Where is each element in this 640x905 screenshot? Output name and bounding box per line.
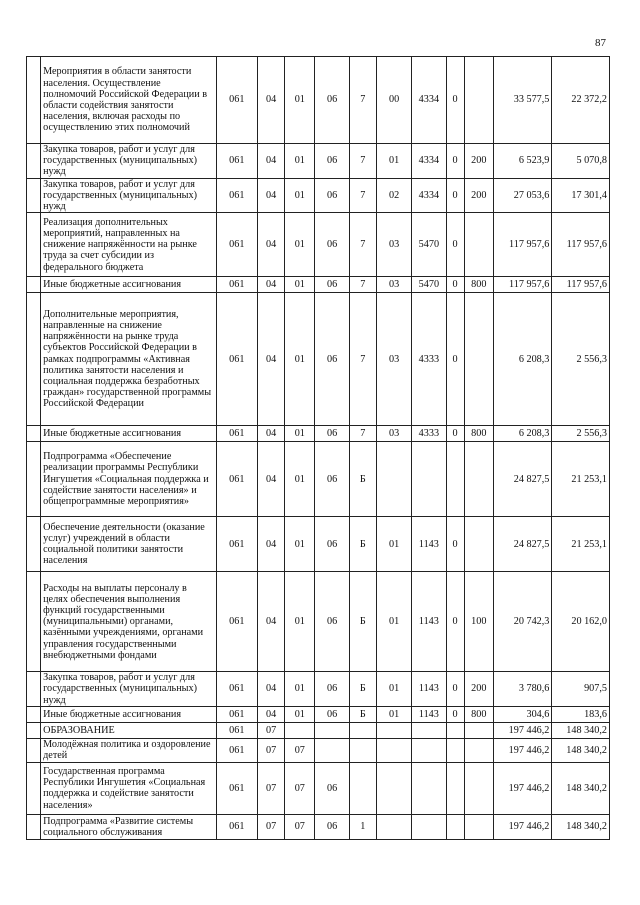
program-cell: 06 xyxy=(315,293,349,426)
event-code-cell: 03 xyxy=(376,293,411,426)
direction-sub-cell: 0 xyxy=(446,277,464,293)
admin-code-cell: 061 xyxy=(216,706,257,722)
item-name-cell: Молодёжная политика и оздоровление детей xyxy=(41,738,217,762)
event-code-cell xyxy=(376,442,411,517)
table-row xyxy=(27,722,610,738)
direction-sub-cell xyxy=(446,762,464,814)
direction-sub-cell: 0 xyxy=(446,144,464,179)
section-cell: 04 xyxy=(257,572,284,672)
row-gutter xyxy=(27,442,41,517)
subsection-cell: 01 xyxy=(285,144,315,179)
item-name-cell: ОБРАЗОВАНИЕ xyxy=(41,722,217,738)
expense-type-cell: 200 xyxy=(464,144,493,179)
direction-sub-cell: 0 xyxy=(446,572,464,672)
amount-2-cell: 148 340,2 xyxy=(552,722,610,738)
direction-sub-cell: 0 xyxy=(446,672,464,707)
expense-type-cell: 800 xyxy=(464,706,493,722)
direction-code-cell: 4333 xyxy=(412,293,446,426)
subsection-cell: 07 xyxy=(285,738,315,762)
event-code-cell: 01 xyxy=(376,706,411,722)
direction-code-cell: 5470 xyxy=(412,213,446,277)
expense-type-cell xyxy=(464,293,493,426)
table-row xyxy=(27,706,610,722)
amount-2-cell: 5 070,8 xyxy=(552,144,610,179)
admin-code-cell: 061 xyxy=(216,442,257,517)
row-gutter xyxy=(27,293,41,426)
event-code-cell xyxy=(376,762,411,814)
amount-2-cell: 2 556,3 xyxy=(552,426,610,442)
row-gutter xyxy=(27,738,41,762)
row-gutter xyxy=(27,762,41,814)
row-gutter xyxy=(27,672,41,707)
section-cell: 04 xyxy=(257,293,284,426)
subprogram-cell: Б xyxy=(349,572,376,672)
amount-1-cell: 117 957,6 xyxy=(493,213,552,277)
expense-type-cell xyxy=(464,213,493,277)
expense-type-cell xyxy=(464,57,493,144)
amount-1-cell: 27 053,6 xyxy=(493,178,552,213)
item-name-cell: Государственная программа Республики Ингушетия «Социальная поддержка и содействие занятости населения» xyxy=(41,762,217,814)
direction-code-cell: 1143 xyxy=(412,572,446,672)
direction-code-cell xyxy=(412,762,446,814)
subsection-cell: 01 xyxy=(285,213,315,277)
amount-1-cell: 6 523,9 xyxy=(493,144,552,179)
direction-code-cell: 4334 xyxy=(412,178,446,213)
direction-sub-cell xyxy=(446,738,464,762)
direction-code-cell: 5470 xyxy=(412,277,446,293)
admin-code-cell: 061 xyxy=(216,814,257,839)
row-gutter xyxy=(27,178,41,213)
section-cell: 07 xyxy=(257,738,284,762)
section-cell: 07 xyxy=(257,762,284,814)
direction-code-cell: 1143 xyxy=(412,672,446,707)
subprogram-cell: Б xyxy=(349,706,376,722)
table-row xyxy=(27,57,610,144)
subprogram-cell: 7 xyxy=(349,213,376,277)
amount-1-cell: 197 446,2 xyxy=(493,738,552,762)
admin-code-cell: 061 xyxy=(216,57,257,144)
subsection-cell: 01 xyxy=(285,572,315,672)
table-row xyxy=(27,672,610,707)
row-gutter xyxy=(27,722,41,738)
subprogram-cell xyxy=(349,762,376,814)
item-name-cell: Иные бюджетные ассигнования xyxy=(41,426,217,442)
subprogram-cell: Б xyxy=(349,672,376,707)
direction-sub-cell: 0 xyxy=(446,517,464,572)
event-code-cell: 03 xyxy=(376,426,411,442)
item-name-cell: Мероприятия в области занятости населения. Осуществление полномочий Российской Федерации в области содействия занятости населения, включая расходы по осуществлению этих полномочий xyxy=(41,57,217,144)
subprogram-cell: 1 xyxy=(349,814,376,839)
amount-1-cell: 197 446,2 xyxy=(493,814,552,839)
program-cell: 06 xyxy=(315,57,349,144)
subprogram-cell: 7 xyxy=(349,178,376,213)
item-name-cell: Закупка товаров, работ и услуг для государственных (муниципальных) нужд xyxy=(41,178,217,213)
item-name-cell: Подпрограмма «Развитие системы социального обслуживания xyxy=(41,814,217,839)
event-code-cell: 01 xyxy=(376,517,411,572)
amount-2-cell: 148 340,2 xyxy=(552,738,610,762)
subprogram-cell: 7 xyxy=(349,277,376,293)
amount-1-cell: 304,6 xyxy=(493,706,552,722)
direction-sub-cell: 0 xyxy=(446,426,464,442)
item-name-cell: Закупка товаров, работ и услуг для государственных (муниципальных) нужд xyxy=(41,144,217,179)
subsection-cell: 01 xyxy=(285,178,315,213)
table-row xyxy=(27,442,610,517)
event-code-cell: 03 xyxy=(376,213,411,277)
subprogram-cell: 7 xyxy=(349,293,376,426)
event-code-cell xyxy=(376,738,411,762)
admin-code-cell: 061 xyxy=(216,213,257,277)
table-row xyxy=(27,178,610,213)
subsection-cell: 01 xyxy=(285,706,315,722)
section-cell: 04 xyxy=(257,706,284,722)
budget-table xyxy=(26,56,610,840)
section-cell: 04 xyxy=(257,517,284,572)
table-body xyxy=(27,57,610,840)
subsection-cell xyxy=(285,722,315,738)
direction-code-cell: 4334 xyxy=(412,57,446,144)
program-cell xyxy=(315,722,349,738)
amount-1-cell: 117 957,6 xyxy=(493,277,552,293)
direction-code-cell: 1143 xyxy=(412,706,446,722)
row-gutter xyxy=(27,277,41,293)
program-cell: 06 xyxy=(315,442,349,517)
item-name-cell: Закупка товаров, работ и услуг для государственных (муниципальных) нужд xyxy=(41,672,217,707)
section-cell: 07 xyxy=(257,722,284,738)
event-code-cell xyxy=(376,722,411,738)
table-row xyxy=(27,277,610,293)
expense-type-cell: 800 xyxy=(464,277,493,293)
item-name-cell: Обеспечение деятельности (оказание услуг) учреждений в области социальной политики занятости населения xyxy=(41,517,217,572)
event-code-cell: 01 xyxy=(376,672,411,707)
admin-code-cell: 061 xyxy=(216,572,257,672)
direction-code-cell xyxy=(412,814,446,839)
expense-type-cell xyxy=(464,442,493,517)
direction-code-cell: 1143 xyxy=(412,517,446,572)
amount-2-cell: 20 162,0 xyxy=(552,572,610,672)
subsection-cell: 01 xyxy=(285,517,315,572)
table-row xyxy=(27,213,610,277)
direction-code-cell xyxy=(412,442,446,517)
table-row xyxy=(27,144,610,179)
direction-code-cell xyxy=(412,738,446,762)
direction-code-cell: 4333 xyxy=(412,426,446,442)
section-cell: 04 xyxy=(257,672,284,707)
table-row xyxy=(27,738,610,762)
amount-1-cell: 24 827,5 xyxy=(493,517,552,572)
admin-code-cell: 061 xyxy=(216,144,257,179)
program-cell: 06 xyxy=(315,178,349,213)
amount-2-cell: 148 340,2 xyxy=(552,814,610,839)
subsection-cell: 01 xyxy=(285,293,315,426)
amount-1-cell: 197 446,2 xyxy=(493,722,552,738)
section-cell: 07 xyxy=(257,814,284,839)
subprogram-cell: Б xyxy=(349,517,376,572)
expense-type-cell: 200 xyxy=(464,178,493,213)
program-cell: 06 xyxy=(315,762,349,814)
admin-code-cell: 061 xyxy=(216,517,257,572)
table-row xyxy=(27,762,610,814)
direction-code-cell: 4334 xyxy=(412,144,446,179)
item-name-cell: Расходы на выплаты персоналу в целях обеспечения выполнения функций государственными (муниципальными) органами, казёнными учреждениями, органами управления государственными внебюджетными фондами xyxy=(41,572,217,672)
table-row xyxy=(27,293,610,426)
event-code-cell: 01 xyxy=(376,572,411,672)
row-gutter xyxy=(27,144,41,179)
amount-1-cell: 6 208,3 xyxy=(493,293,552,426)
direction-sub-cell: 0 xyxy=(446,293,464,426)
program-cell xyxy=(315,738,349,762)
program-cell: 06 xyxy=(315,572,349,672)
row-gutter xyxy=(27,572,41,672)
subprogram-cell: 7 xyxy=(349,144,376,179)
item-name-cell: Иные бюджетные ассигнования xyxy=(41,706,217,722)
item-name-cell: Реализация дополнительных мероприятий, направленных на снижение напряжённости на рынке труда за счет субсидии из федерального бюджета xyxy=(41,213,217,277)
amount-2-cell: 17 301,4 xyxy=(552,178,610,213)
program-cell: 06 xyxy=(315,426,349,442)
admin-code-cell: 061 xyxy=(216,178,257,213)
row-gutter xyxy=(27,814,41,839)
event-code-cell: 03 xyxy=(376,277,411,293)
program-cell: 06 xyxy=(315,213,349,277)
amount-2-cell: 148 340,2 xyxy=(552,762,610,814)
expense-type-cell xyxy=(464,722,493,738)
amount-1-cell: 6 208,3 xyxy=(493,426,552,442)
page-number: 87 xyxy=(595,37,606,49)
subprogram-cell: 7 xyxy=(349,57,376,144)
amount-2-cell: 907,5 xyxy=(552,672,610,707)
admin-code-cell: 061 xyxy=(216,722,257,738)
amount-2-cell: 117 957,6 xyxy=(552,277,610,293)
event-code-cell: 02 xyxy=(376,178,411,213)
program-cell: 06 xyxy=(315,706,349,722)
subsection-cell: 07 xyxy=(285,814,315,839)
row-gutter xyxy=(27,57,41,144)
direction-sub-cell: 0 xyxy=(446,178,464,213)
direction-sub-cell xyxy=(446,442,464,517)
section-cell: 04 xyxy=(257,178,284,213)
row-gutter xyxy=(27,213,41,277)
event-code-cell xyxy=(376,814,411,839)
expense-type-cell xyxy=(464,738,493,762)
admin-code-cell: 061 xyxy=(216,672,257,707)
subprogram-cell xyxy=(349,738,376,762)
expense-type-cell: 100 xyxy=(464,572,493,672)
direction-sub-cell: 0 xyxy=(446,57,464,144)
amount-1-cell: 20 742,3 xyxy=(493,572,552,672)
table-row xyxy=(27,814,610,839)
amount-1-cell: 3 780,6 xyxy=(493,672,552,707)
direction-sub-cell: 0 xyxy=(446,706,464,722)
amount-2-cell: 21 253,1 xyxy=(552,442,610,517)
amount-1-cell: 24 827,5 xyxy=(493,442,552,517)
table-row xyxy=(27,517,610,572)
direction-sub-cell xyxy=(446,722,464,738)
program-cell: 06 xyxy=(315,517,349,572)
subsection-cell: 07 xyxy=(285,762,315,814)
subsection-cell: 01 xyxy=(285,426,315,442)
row-gutter xyxy=(27,517,41,572)
section-cell: 04 xyxy=(257,144,284,179)
admin-code-cell: 061 xyxy=(216,762,257,814)
row-gutter xyxy=(27,706,41,722)
amount-2-cell: 22 372,2 xyxy=(552,57,610,144)
item-name-cell: Подпрограмма «Обеспечение реализации программы Республики Ингушетия «Социальная поддержка и содействие занятости населения» и общепрограммные мероприятия» xyxy=(41,442,217,517)
subprogram-cell: Б xyxy=(349,442,376,517)
section-cell: 04 xyxy=(257,426,284,442)
admin-code-cell: 061 xyxy=(216,277,257,293)
table-row xyxy=(27,572,610,672)
section-cell: 04 xyxy=(257,213,284,277)
program-cell: 06 xyxy=(315,672,349,707)
direction-sub-cell xyxy=(446,814,464,839)
subsection-cell: 01 xyxy=(285,57,315,144)
section-cell: 04 xyxy=(257,442,284,517)
program-cell: 06 xyxy=(315,277,349,293)
direction-code-cell xyxy=(412,722,446,738)
expense-type-cell xyxy=(464,814,493,839)
table-row xyxy=(27,426,610,442)
amount-2-cell: 21 253,1 xyxy=(552,517,610,572)
item-name-cell: Иные бюджетные ассигнования xyxy=(41,277,217,293)
admin-code-cell: 061 xyxy=(216,293,257,426)
section-cell: 04 xyxy=(257,57,284,144)
section-cell: 04 xyxy=(257,277,284,293)
item-name-cell: Дополнительные мероприятия, направленные на снижение напряжённости на рынке труда субъектов Российской Федерации в рамках подпрограммы «Активная политика занятости населения и социальная поддержка безработных граждан» государственной программы Российской Федерации xyxy=(41,293,217,426)
expense-type-cell: 200 xyxy=(464,672,493,707)
direction-sub-cell: 0 xyxy=(446,213,464,277)
amount-1-cell: 33 577,5 xyxy=(493,57,552,144)
expense-type-cell xyxy=(464,517,493,572)
expense-type-cell xyxy=(464,762,493,814)
event-code-cell: 01 xyxy=(376,144,411,179)
program-cell: 06 xyxy=(315,144,349,179)
row-gutter xyxy=(27,426,41,442)
admin-code-cell: 061 xyxy=(216,426,257,442)
expense-type-cell: 800 xyxy=(464,426,493,442)
subprogram-cell xyxy=(349,722,376,738)
amount-2-cell: 183,6 xyxy=(552,706,610,722)
subsection-cell: 01 xyxy=(285,672,315,707)
subsection-cell: 01 xyxy=(285,442,315,517)
admin-code-cell: 061 xyxy=(216,738,257,762)
amount-1-cell: 197 446,2 xyxy=(493,762,552,814)
subprogram-cell: 7 xyxy=(349,426,376,442)
subsection-cell: 01 xyxy=(285,277,315,293)
event-code-cell: 00 xyxy=(376,57,411,144)
program-cell: 06 xyxy=(315,814,349,839)
amount-2-cell: 117 957,6 xyxy=(552,213,610,277)
amount-2-cell: 2 556,3 xyxy=(552,293,610,426)
